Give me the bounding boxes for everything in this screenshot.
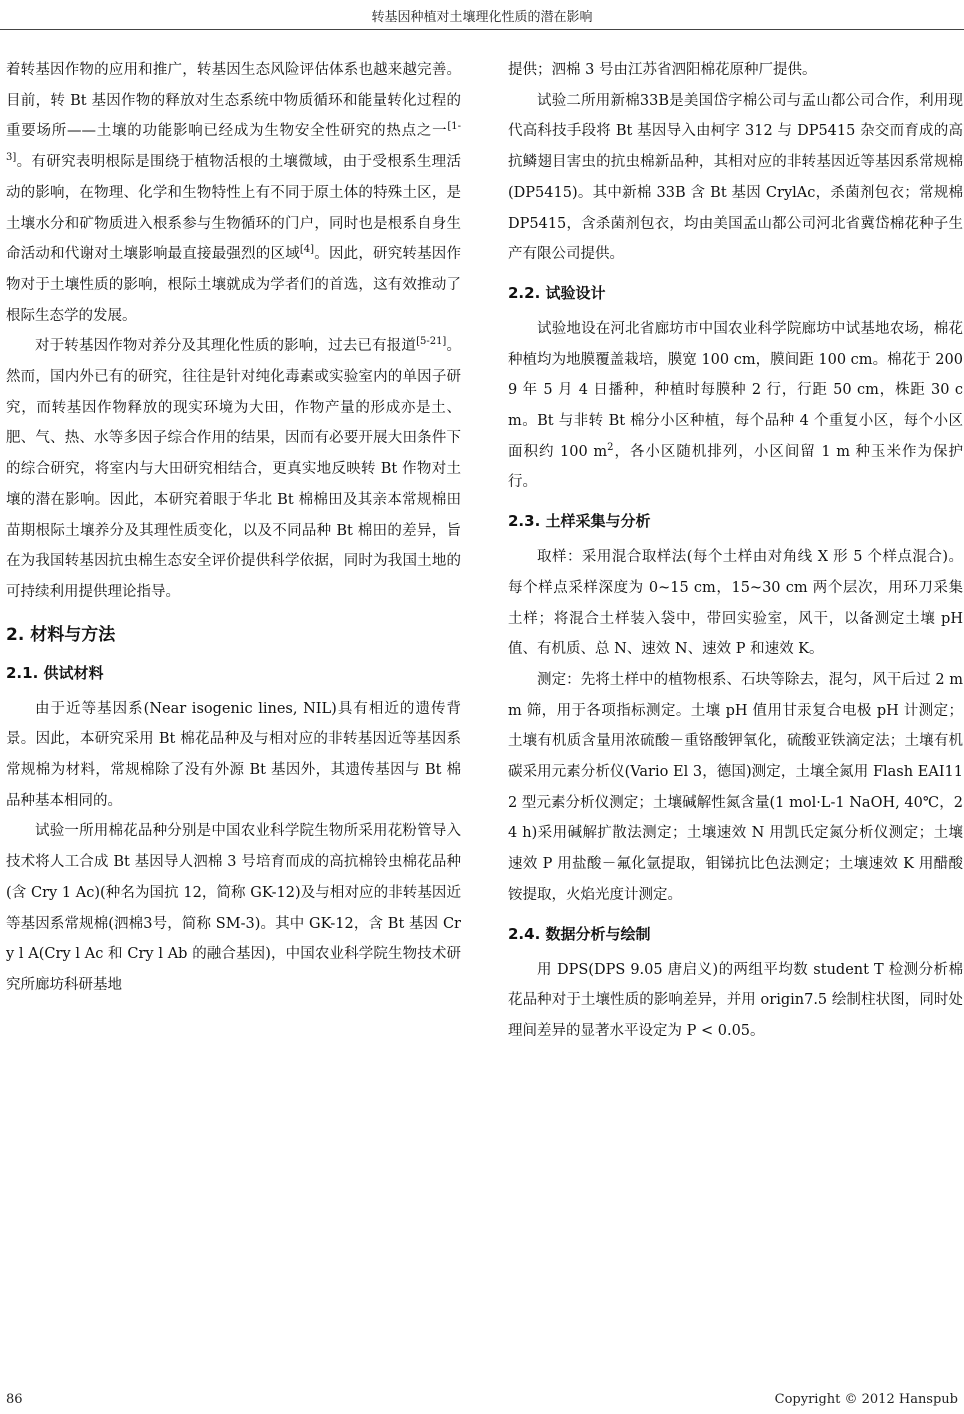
paragraph-measurement: 测定：先将土样中的植物根系、石块等除去，混匀，风干后过 2 mm 筛，用于各项指标测定。土壤 pH 值用甘汞复合电极 pH 计测定；土壤有机质含量用浓硫酸－重铬酸钾氧化，硫酸亚铁滴定法；土壤有机碳采用元素分析仪(Vario El 3，德国)测定，土壤全氮用 Flash EAI112 型元素分析仪测定；土壤碱解性氮含量(1 mol·L-1 NaOH, 40℃，24 h)采用碱解扩散法测定；土壤速效 N 用凯氏定氮分析仪测定；土壤速效 P 用盐酸－氟化氩提取，钼锑抗比色法测定；土壤速效 K 用醋酸铵提取，火焰光度计测定。	[508, 671, 963, 903]
subsection-heading-materials: 2.1. 供试材料	[6, 663, 104, 682]
paragraph-design	[508, 314, 963, 498]
section-heading-materials-methods: 2. 材料与方法	[6, 624, 116, 645]
page-number: 86	[6, 1392, 23, 1407]
superscript: 2	[607, 441, 614, 453]
running-head-title: 转基因种植对土壤理化性质的潜在影响	[371, 10, 593, 25]
paragraph-experiment-one: 试验一所用棉花品种分别是中国农业科学院生物所采用花粉管导入技术将人工合成 Bt 基因导人泗棉 3 号培育而成的高抗棉铃虫棉花品种(含 Cry 1 Ac)(种名为国抗 12，简称 GK-12)及与相对应的非转基因近等基因系常规棉(泗棉3号，简称 SM-3)。其中 GK-12，含 Bt 基因 Cry l A(Cry l Ac 和 Cry l Ab 的融合基因)，中国农业科学院生物技术研究所廊坊科研基地	[6, 823, 461, 993]
paragraph-nil: 由于近等基因系(Near isogenic lines, NIL)具有相近的遗传背景。因此，本研究采用 Bt 棉花品种及与相对应的非转基因近等基因系常规棉为材料，常规棉除了没有外源 Bt 基因外，其遗传基因与 Bt 棉品种基本相同的。	[6, 700, 461, 809]
citation-ref: [4]	[299, 244, 315, 256]
subsection-heading-design: 2.2. 试验设计	[508, 283, 606, 302]
paragraph-supplier: 提供；泗棉 3 号由江苏省泗阳棉花原种厂提供。	[508, 62, 817, 78]
copyright-notice: Copyright © 2012 Hanspub	[774, 1392, 958, 1407]
text-run: 试验地设在河北省廊坊市中国农业科学院廊坊中试基地农场，棉花种植均为地膜覆盖栽培，膜宽 100 cm，膜间距 100 cm。棉花于 2009 年 5 月 4 日播种，种植时每膜种 2 行，行距 50 cm，株距 30 cm。Bt 与非转 Bt 棉分小区种植，每个品种 4 个重复小区，每个小区面积约 100 m	[508, 320, 963, 460]
citation-ref: [1-3]	[6, 121, 461, 164]
text-run: ，各小区随机排列，小区间留 1 m 种玉米作为保护行。	[508, 443, 963, 491]
text-run: 。然而，国内外已有的研究，往往是针对纯化毒素或实验室内的单因子研究，而转基因作物释放的现实环境为大田，作物产量的形成亦是土、肥、气、热、水等多因子综合作用的结果，因而有必要开展大田条件下的综合研究，将室内与大田研究相结合，更真实地反映转 Bt 作物对土壤的潜在影响。因此，本研究着眼于华北 Bt 棉棉田及其亲本常规棉田苗期根际土壤养分及其理性质变化，以及不同品种 Bt 棉田的差异，旨在为我国转基因抗虫棉生态安全评价提供科学依据，同时为我国土地的可持续利用提供理论指导。	[6, 338, 461, 600]
text-run: 。因此，研究转基因作物对于土壤性质的影响，根际土壤就成为学者们的首选，这有效推动了根际生态学的发展。	[6, 246, 462, 324]
text-run: 。有研究表明根际是围绕于植物活根的土壤微域，由于受根系生理活动的影响，在物理、化学和生物特性上有不同于原土体的特殊土区，是土壤水分和矿物质进入根系参与生物循环的门户，同时也是根系自身生命活动和代谢对土壤影响最直接最强烈的区域	[6, 154, 461, 263]
citation-ref: [5-21]	[416, 336, 447, 348]
left-column	[6, 55, 461, 1001]
paragraph-background	[6, 331, 461, 607]
subsection-heading-data-analysis: 2.4. 数据分析与绘制	[508, 924, 651, 943]
paragraph-data-analysis: 用 DPS(DPS 9.05 唐启义)的两组平均数 student T 检测分析棉花品种对于土壤性质的影响差异，并用 origin7.5 绘制柱状图，同时处理间差异的显著水平设定为 P < 0.05。	[508, 961, 963, 1039]
paragraph-intro-continued	[6, 55, 461, 331]
text-run: 对于转基因作物对养分及其理化性质的影响，过去已有报道	[35, 338, 417, 355]
paragraph-sampling: 取样：采用混合取样法(每个土样由对角线 X 形 5 个样点混合)。每个样点采样深度为 0~15 cm，15~30 cm 两个层次，用环刀采集土样；将混合土样装入袋中，带回实验室，风干，以备测定土壤 pH 值、有机质、总 N、速效 N、速效 P 和速效 K。	[508, 549, 963, 658]
paragraph-experiment-two: 试验二所用新棉33B是美国岱字棉公司与孟山都公司合作，利用现代高科技手段将 Bt 基因导入由柯字 312 与 DP5415 杂交而育成的高抗鳞翅目害虫的抗虫棉新品种，其相对应的非转基因近等基因系常规棉(DP5415)。其中新棉 33B 含 Bt 基因 CrylAc，杀菌剂包衣；常规棉 DP5415，含杀菌剂包衣，均由美国孟山都公司河北省冀岱棉花种子生产有限公司提供。	[508, 92, 963, 263]
right-column	[508, 55, 963, 1047]
text-run: 着转基因作物的应用和推广，转基因生态风险评估体系也越来越完善。目前，转 Bt 基因作物的释放对生态系统中物质循环和能量转化过程的重要场所——土壤的功能影响已经成为生物安全性研究的热点之一	[6, 62, 461, 140]
header-divider	[0, 29, 964, 30]
subsection-heading-sampling: 2.3. 土样采集与分析	[508, 512, 651, 531]
